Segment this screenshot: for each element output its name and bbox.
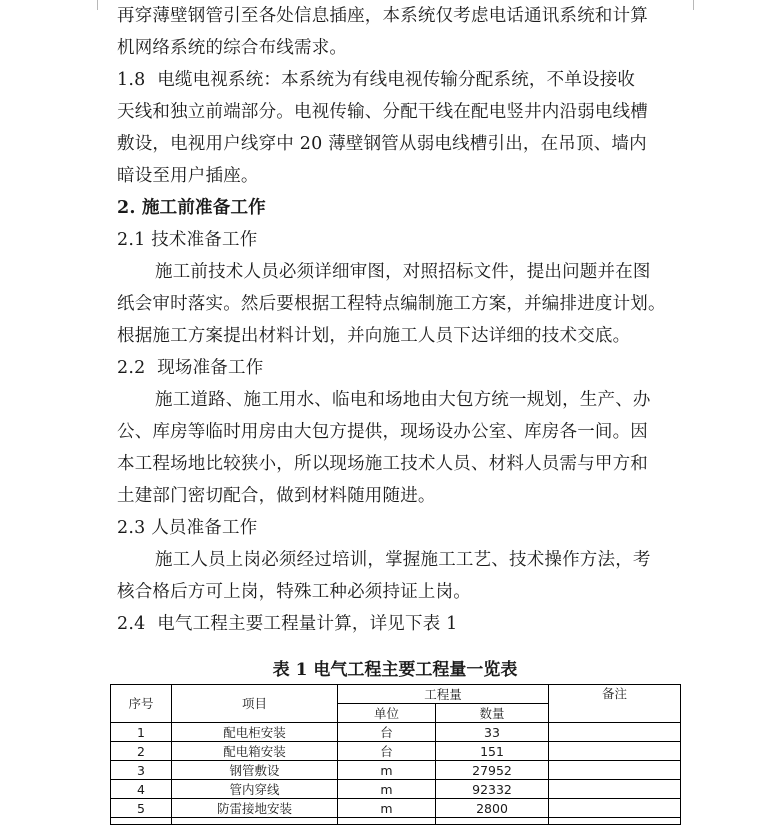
table-row [111, 780, 681, 799]
table-row [111, 742, 681, 761]
cell-item: 配电柜安装 [172, 723, 338, 742]
page-margin-mark-left [97, 0, 98, 10]
cell-item: 管内穿线 [172, 780, 338, 799]
cell-no: 3 [111, 761, 172, 780]
cell-no: 2 [111, 742, 172, 761]
body-line: 天线和独立前端部分。电视传输、分配干线在配电竖井内沿弱电线槽 [117, 102, 648, 122]
cell-unit: m [338, 780, 436, 799]
header-no: 序号 [111, 685, 172, 723]
subsection-heading: 2.1 技术准备工作 [117, 230, 258, 250]
cell-remark [549, 723, 681, 742]
table-row [111, 761, 681, 780]
section-line: 1.8 电缆电视系统：本系统为有线电视传输分配系统，不单设接收 [117, 70, 636, 90]
cell-unit: m [338, 799, 436, 818]
body-line: 核合格后方可上岗，特殊工种必须持证上岗。 [117, 582, 471, 602]
subsection-heading: 2.3 人员准备工作 [117, 518, 258, 538]
header-remark: 备注 [549, 685, 681, 723]
body-line: 施工道路、施工用水、临电和场地由大包方统一规划，生产、办 [155, 390, 651, 410]
section-heading: 2. 施工前准备工作 [117, 198, 266, 218]
body-line: 本工程场地比较狭小，所以现场施工技术人员、材料人员需与甲方和 [117, 454, 648, 474]
body-line: 再穿薄壁钢管引至各处信息插座，本系统仅考虑电话通讯系统和计算 [117, 6, 648, 26]
body-line: 根据施工方案提出材料计划，并向施工人员下达详细的技术交底。 [117, 326, 631, 346]
cell-item: 防雷接地安装 [172, 799, 338, 818]
table-row-cut-off [111, 818, 681, 825]
header-unit: 单位 [338, 704, 436, 723]
cell-unit: 台 [338, 742, 436, 761]
cell-amount: 92332 [436, 780, 549, 799]
header-quantity: 工程量 [338, 685, 549, 704]
body-line: 公、库房等临时用房由大包方提供，现场设办公室、库房各一间。因 [117, 422, 648, 442]
cell-remark [549, 799, 681, 818]
cell-amount: 33 [436, 723, 549, 742]
cell-unit: m [338, 761, 436, 780]
subsection-heading: 2.2 现场准备工作 [117, 358, 264, 378]
table-row [111, 723, 681, 742]
cell-unit: 台 [338, 723, 436, 742]
header-item: 项目 [172, 685, 338, 723]
cell-remark [549, 761, 681, 780]
quantity-table [110, 684, 681, 825]
body-line: 施工人员上岗必须经过培训，掌握施工工艺、技术操作方法，考 [155, 550, 651, 570]
header-amount: 数量 [436, 704, 549, 723]
body-line: 土建部门密切配合，做到材料随用随进。 [117, 486, 436, 506]
cell-cut [111, 818, 172, 825]
cell-remark [549, 780, 681, 799]
table-row [111, 799, 681, 818]
cell-item: 配电箱安装 [172, 742, 338, 761]
table-header-row [111, 685, 681, 704]
cell-amount: 2800 [436, 799, 549, 818]
document-page [117, 0, 677, 640]
cell-cut [172, 818, 338, 825]
cell-remark [549, 742, 681, 761]
cell-item: 钢管敷设 [172, 761, 338, 780]
cell-cut [338, 818, 436, 825]
cell-no: 1 [111, 723, 172, 742]
cell-cut [436, 818, 549, 825]
cell-amount: 27952 [436, 761, 549, 780]
body-line: 敷设，电视用户线穿中 20 薄壁钢管从弱电线槽引出，在吊顶、墙内 [117, 134, 647, 154]
body-line: 暗设至用户插座。 [117, 166, 259, 186]
cell-no: 4 [111, 780, 172, 799]
body-line: 机网络系统的综合布线需求。 [117, 38, 348, 58]
body-line: 纸会审时落实。然后要根据工程特点编制施工方案，并编排进度计划。 [117, 294, 666, 314]
section-number: 1.8 [117, 70, 146, 90]
section-number: 2.4 [117, 614, 146, 634]
table-caption: 表 1 电气工程主要工程量一览表 [272, 660, 518, 680]
cell-amount: 151 [436, 742, 549, 761]
body-line: 施工前技术人员必须详细审图，对照招标文件，提出问题并在图 [155, 262, 651, 282]
page-margin-mark-right [693, 0, 694, 10]
subsection-heading: 2.4 电气工程主要工程量计算，详见下表 1 [117, 614, 458, 634]
section-number: 2.2 [117, 358, 146, 378]
cell-cut [549, 818, 681, 825]
cell-no: 5 [111, 799, 172, 818]
